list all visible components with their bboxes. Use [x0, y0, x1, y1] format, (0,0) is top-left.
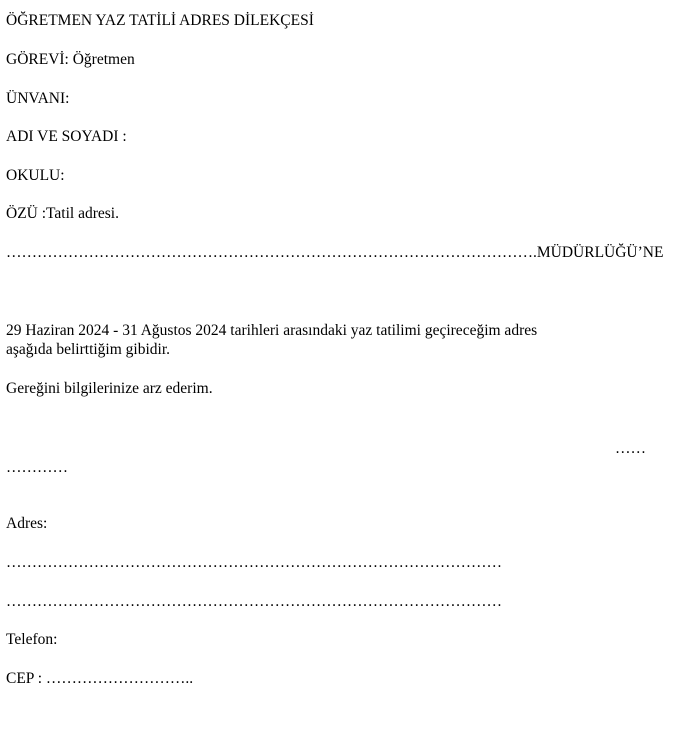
signature-dots-left: …………: [6, 459, 68, 476]
unvani-field: ÜNVANI:: [6, 90, 70, 107]
telefon-label: Telefon:: [6, 631, 58, 648]
signature-dots-right: ……: [615, 440, 646, 457]
gorevi-field: GÖREVİ: Öğretmen: [6, 51, 135, 68]
document-title: ÖĞRETMEN YAZ TATİLİ ADRES DİLEKÇESİ: [6, 12, 314, 29]
adres-line-2: ……………………………………………………………………………………: [6, 593, 502, 610]
adi-soyadi-field: ADI VE SOYADI :: [6, 128, 127, 145]
cep-field: CEP : ………………………..: [6, 670, 194, 687]
addressee-line: ………………………………………………………………………………………….MÜDÜRLÜĞÜ’NE: [6, 244, 664, 261]
okulu-field: OKULU:: [6, 167, 65, 184]
ozu-field: ÖZÜ :Tatil adresi.: [6, 205, 119, 222]
adres-label: Adres:: [6, 515, 48, 532]
body-line-2: aşağıda belirttiğim gibidir.: [6, 341, 171, 358]
body-line-1: 29 Haziran 2024 - 31 Ağustos 2024 tarihleri arasındaki yaz tatilimi geçireceğim adres: [6, 322, 538, 339]
closing-line: Gereğini bilgilerinize arz ederim.: [6, 380, 213, 397]
adres-line-1: ……………………………………………………………………………………: [6, 554, 502, 571]
